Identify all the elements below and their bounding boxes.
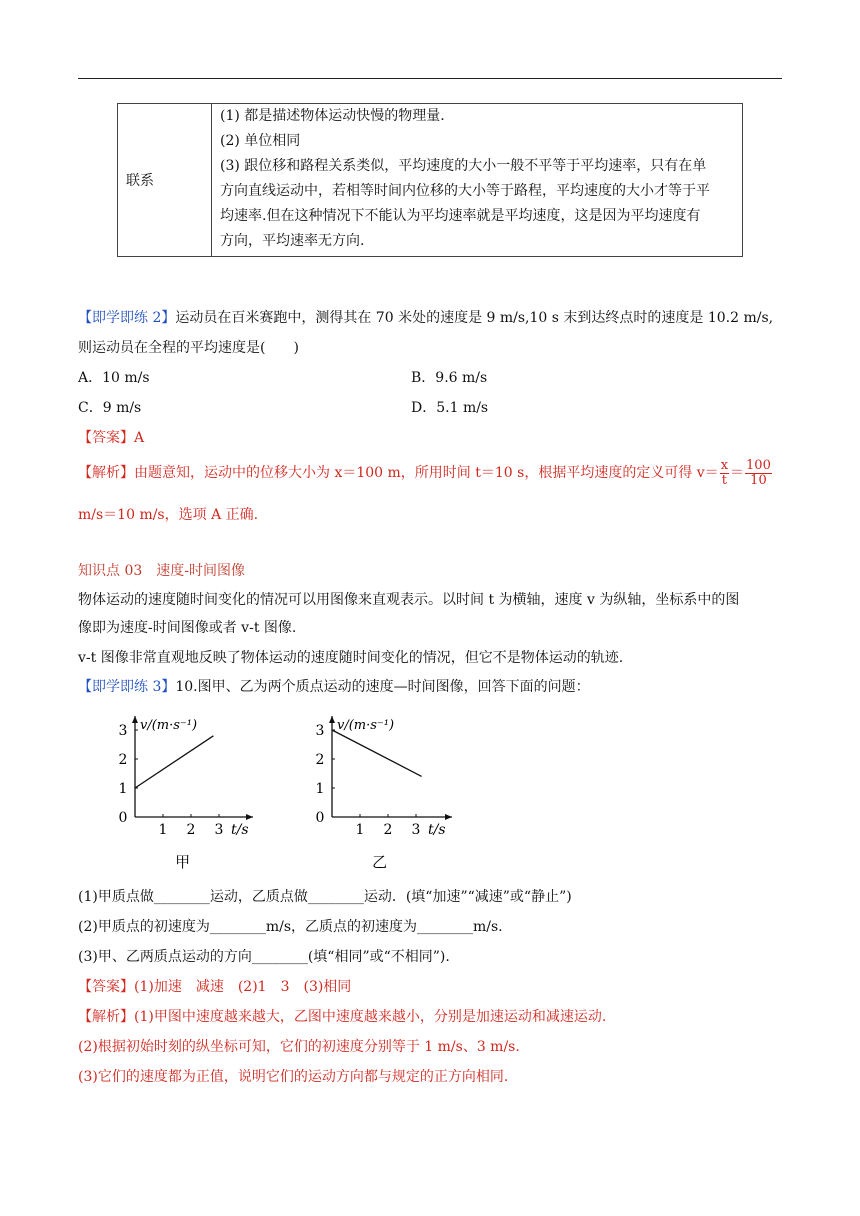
frac-numerator: 100 (746, 457, 771, 473)
y-axis-arrow (329, 716, 335, 723)
x-tick-label: 1 (355, 822, 365, 838)
fraction-100-over-10 (745, 459, 772, 488)
table-line: (1) 都是描述物体运动快慢的物理量. (220, 108, 445, 124)
answer-text: (1)加速 减速 (2)1 3 (3)相同 (134, 979, 352, 995)
chart-yi (312, 712, 482, 877)
practice3-analysis-line2: (2)根据初始时刻的纵坐标可知，它们的初速度分别等于 1 m/s、3 m/s. (78, 1039, 520, 1055)
series-line-甲 (135, 736, 213, 788)
practice3-question (78, 677, 590, 697)
y-tick-label: 0 (315, 810, 325, 826)
practice3-q1: (1)甲质点做________运动，乙质点做________运动．(填“加速”“减速”或“静止”) (78, 889, 572, 905)
table-line: 方向直线运动中，若相等时间内位移的大小等于路程，平均速度的大小才等于平 (220, 183, 710, 199)
x-tick-label: 1 (158, 822, 168, 838)
practice2-analysis-line2: m/s＝10 m/s，选项 A 正确. (78, 507, 259, 523)
y-tick-label: 2 (118, 752, 128, 768)
y-tick-label: 0 (118, 810, 128, 826)
y-axis-arrow (132, 716, 138, 723)
practice2-analysis (78, 458, 773, 488)
table-line: (2) 单位相同 (220, 133, 301, 149)
practice3-answer (78, 977, 351, 997)
analysis-tag: 【解析】 (78, 465, 134, 481)
x-axis-label: t/s (231, 822, 249, 838)
knowledge-title: 知识点 03 速度-时间图像 (78, 563, 245, 579)
table-line: (3) 跟位移和路程关系类似，平均速度的大小一般不平等于平均速率，只有在单 (220, 158, 707, 174)
knowledge-para2: v-t 图像非常直观地反映了物体运动的速度随时间变化的情况，但它不是物体运动的轨迹. (78, 650, 624, 666)
y-tick-label: 1 (118, 781, 128, 797)
table-label: 联系 (118, 104, 212, 257)
equals-sign: ＝ (730, 465, 745, 481)
y-tick-label: 1 (315, 781, 325, 797)
x-tick-label: 3 (214, 822, 224, 838)
chart-jia (115, 712, 275, 877)
frac-denominator: t (721, 472, 727, 488)
x-axis-arrow (246, 814, 253, 820)
x-tick-label: 3 (411, 822, 421, 838)
table-line: 方向，平均速率无方向. (220, 233, 365, 249)
x-axis-label: t/s (428, 822, 446, 838)
answer-tag: 【答案】 (78, 979, 134, 995)
x-tick-label: 2 (186, 822, 196, 838)
practice3-q2: (2)甲质点的初速度为________m/s，乙质点的初速度为________m/s. (78, 919, 503, 935)
x-axis-arrow (445, 814, 452, 820)
practice2-tag: 【即学即练 2】 (78, 310, 176, 326)
table-line: 均速率.但在这种情况下不能认为平均速率就是平均速度，这是因为平均速度有 (220, 208, 701, 224)
practice3-question-text: 10.图甲、乙为两个质点运动的速度—时间图像，回答下面的问题： (175, 679, 590, 695)
practice3-q3: (3)甲、乙两质点运动的方向________(填“相同”或“不相同”). (78, 949, 450, 965)
series-line-乙 (332, 730, 422, 776)
y-axis-label: v/(m·s⁻¹) (337, 718, 395, 733)
analysis-line1: (1)甲图中速度越来越大，乙图中速度越来越小，分别是加速运动和减速运动. (134, 1009, 607, 1025)
analysis-text: 由题意知，运动中的位移大小为 x＝100 m，所用时间 t＝10 s，根据平均速度的定义可得 v＝ (134, 465, 719, 481)
frac-denominator: 10 (750, 472, 767, 488)
answer-value: A (134, 430, 145, 446)
knowledge-para1-line1: 物体运动的速度随时间变化的情况可以用图像来直观表示。以时间 t 为横轴，速度 v 为纵轴，坐标系中的图 (78, 592, 740, 608)
answer-tag: 【答案】 (78, 430, 134, 446)
option-a: A．10 m/s (78, 370, 150, 386)
analysis-tag: 【解析】 (78, 1009, 134, 1025)
practice3-analysis (78, 1007, 606, 1027)
relation-table (117, 103, 743, 257)
practice3-tag: 【即学即练 3】 (78, 679, 176, 695)
y-tick-label: 3 (315, 723, 325, 739)
y-tick-label: 2 (315, 752, 325, 768)
x-tick-label: 2 (383, 822, 393, 838)
practice2-question-line1: 运动员在百米赛跑中，测得其在 70 米处的速度是 9 m/s,10 s 末到达终点时的速度是 10.2 m/s, (175, 310, 774, 326)
practice2-question (78, 308, 773, 328)
option-c: C．9 m/s (78, 400, 142, 416)
chart-title: 乙 (372, 853, 388, 871)
table-content (212, 104, 743, 257)
option-b: B．9.6 m/s (411, 370, 488, 386)
frac-numerator: x (720, 457, 729, 473)
y-tick-label: 3 (118, 723, 128, 739)
practice2-answer (78, 428, 144, 448)
chart-title: 甲 (175, 853, 191, 871)
knowledge-para1-line2: 像即为速度-时间图像或者 v-t 图像. (78, 620, 297, 636)
option-d: D．5.1 m/s (411, 400, 489, 416)
header-rule (78, 78, 782, 79)
practice3-analysis-line3: (3)它们的速度都为正值，说明它们的运动方向都与规定的正方向相同. (78, 1069, 509, 1085)
fraction-x-over-t (720, 459, 729, 488)
practice2-question-line2: 则运动员在全程的平均速度是( ) (78, 340, 299, 356)
y-axis-label: v/(m·s⁻¹) (140, 718, 198, 733)
